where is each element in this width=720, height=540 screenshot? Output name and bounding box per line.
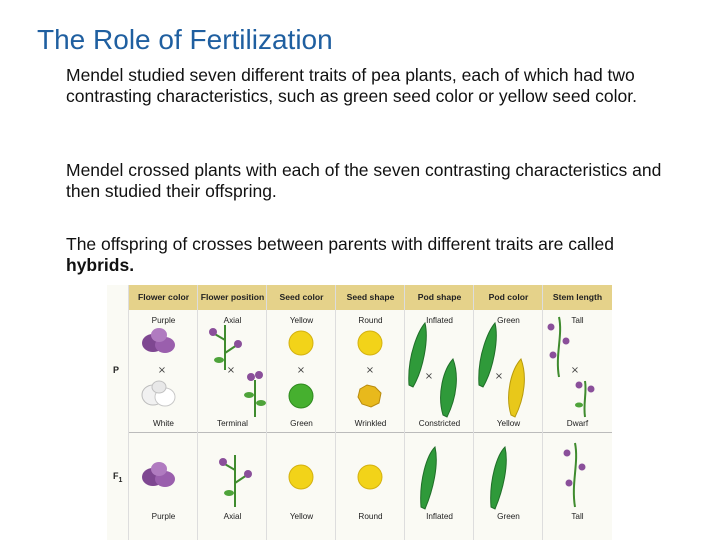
f1-green-pod-icon [491,447,507,509]
cross-symbol: × [494,371,504,382]
label-yellow: Yellow [289,316,314,325]
label-f1-axial: Axial [223,512,242,521]
label-f1-inflated: Inflated [426,512,453,521]
label-inflated: Inflated [426,316,453,325]
header-seed-shape: Seed shape [346,292,395,302]
f1-round-seed-icon [358,465,382,489]
f1-inflated-pod-icon [421,447,437,509]
label-pod-yellow: Yellow [496,419,521,428]
label-dwarf: Dwarf [566,419,589,428]
hybrids-sentence: The offspring of crosses between parents with different traits are called [66,234,614,254]
row-label-p: P [113,365,120,375]
label-terminal: Terminal [217,419,248,428]
header-flower-color: Flower color [137,292,190,302]
slide-title: The Role of Fertilization [37,24,333,55]
pea-traits-figure [107,285,612,540]
white-flower-icon [142,381,175,406]
paragraph-crosses: Mendel crossed plants with each of the seven contrasting characteristics and then studied their offspring. [66,160,662,201]
round-seed-icon [358,331,382,355]
wrinkled-seed-icon [358,385,381,407]
tall-plant-icon [548,317,570,377]
label-pod-green: Green [497,316,520,325]
f1-tall-plant-icon [564,443,586,507]
label-purple: Purple [151,316,176,325]
label-f1-yellow: Yellow [289,512,314,521]
header-pod-color: Pod color [488,292,529,302]
label-f1-pod-green: Green [497,512,520,521]
green-pod-icon [479,323,496,387]
terminal-flower-plant-icon [244,371,266,417]
label-f1-tall: Tall [571,512,584,521]
figure-illustrations [107,285,612,540]
cross-symbol: × [296,365,306,376]
label-constricted: Constricted [418,419,461,428]
label-f1-round: Round [358,512,383,521]
row-label-f: F [113,471,119,481]
yellow-pod-icon [509,359,525,417]
header-stem-length: Stem length [552,292,603,302]
cross-symbol: × [424,371,434,382]
header-flower-position: Flower position [200,292,265,302]
green-seed-icon [289,384,313,408]
header-pod-shape: Pod shape [417,292,462,302]
row-label-f1-sub: 1 [118,476,123,484]
header-seed-color: Seed color [279,292,324,302]
paragraph-traits: Mendel studied seven different traits of pea plants, each of which had two contrasting characteristics, such as green seed color or yellow seed color. [66,65,637,106]
dwarf-plant-icon [575,381,595,417]
label-green: Green [290,419,313,428]
hybrids-term: hybrids. [66,255,135,275]
cross-symbol: × [570,365,580,376]
label-round: Round [358,316,383,325]
purple-flower-icon [142,328,175,353]
constricted-pod-icon [441,359,457,417]
label-axial: Axial [223,316,242,325]
f1-yellow-seed-icon [289,465,313,489]
yellow-seed-icon [289,331,313,355]
inflated-pod-icon [409,323,426,387]
label-tall: Tall [571,316,584,325]
cross-symbol: × [226,365,236,376]
cross-symbol: × [157,365,167,376]
cross-symbol: × [365,365,375,376]
label-f1-purple: Purple [151,512,176,521]
label-white: White [153,419,174,428]
label-wrinkled: Wrinkled [354,419,387,428]
f1-axial-flower-plant-icon [219,455,252,507]
f1-purple-flower-icon [142,462,175,487]
paragraph-hybrids [66,234,666,276]
axial-flower-plant-icon [209,325,242,370]
